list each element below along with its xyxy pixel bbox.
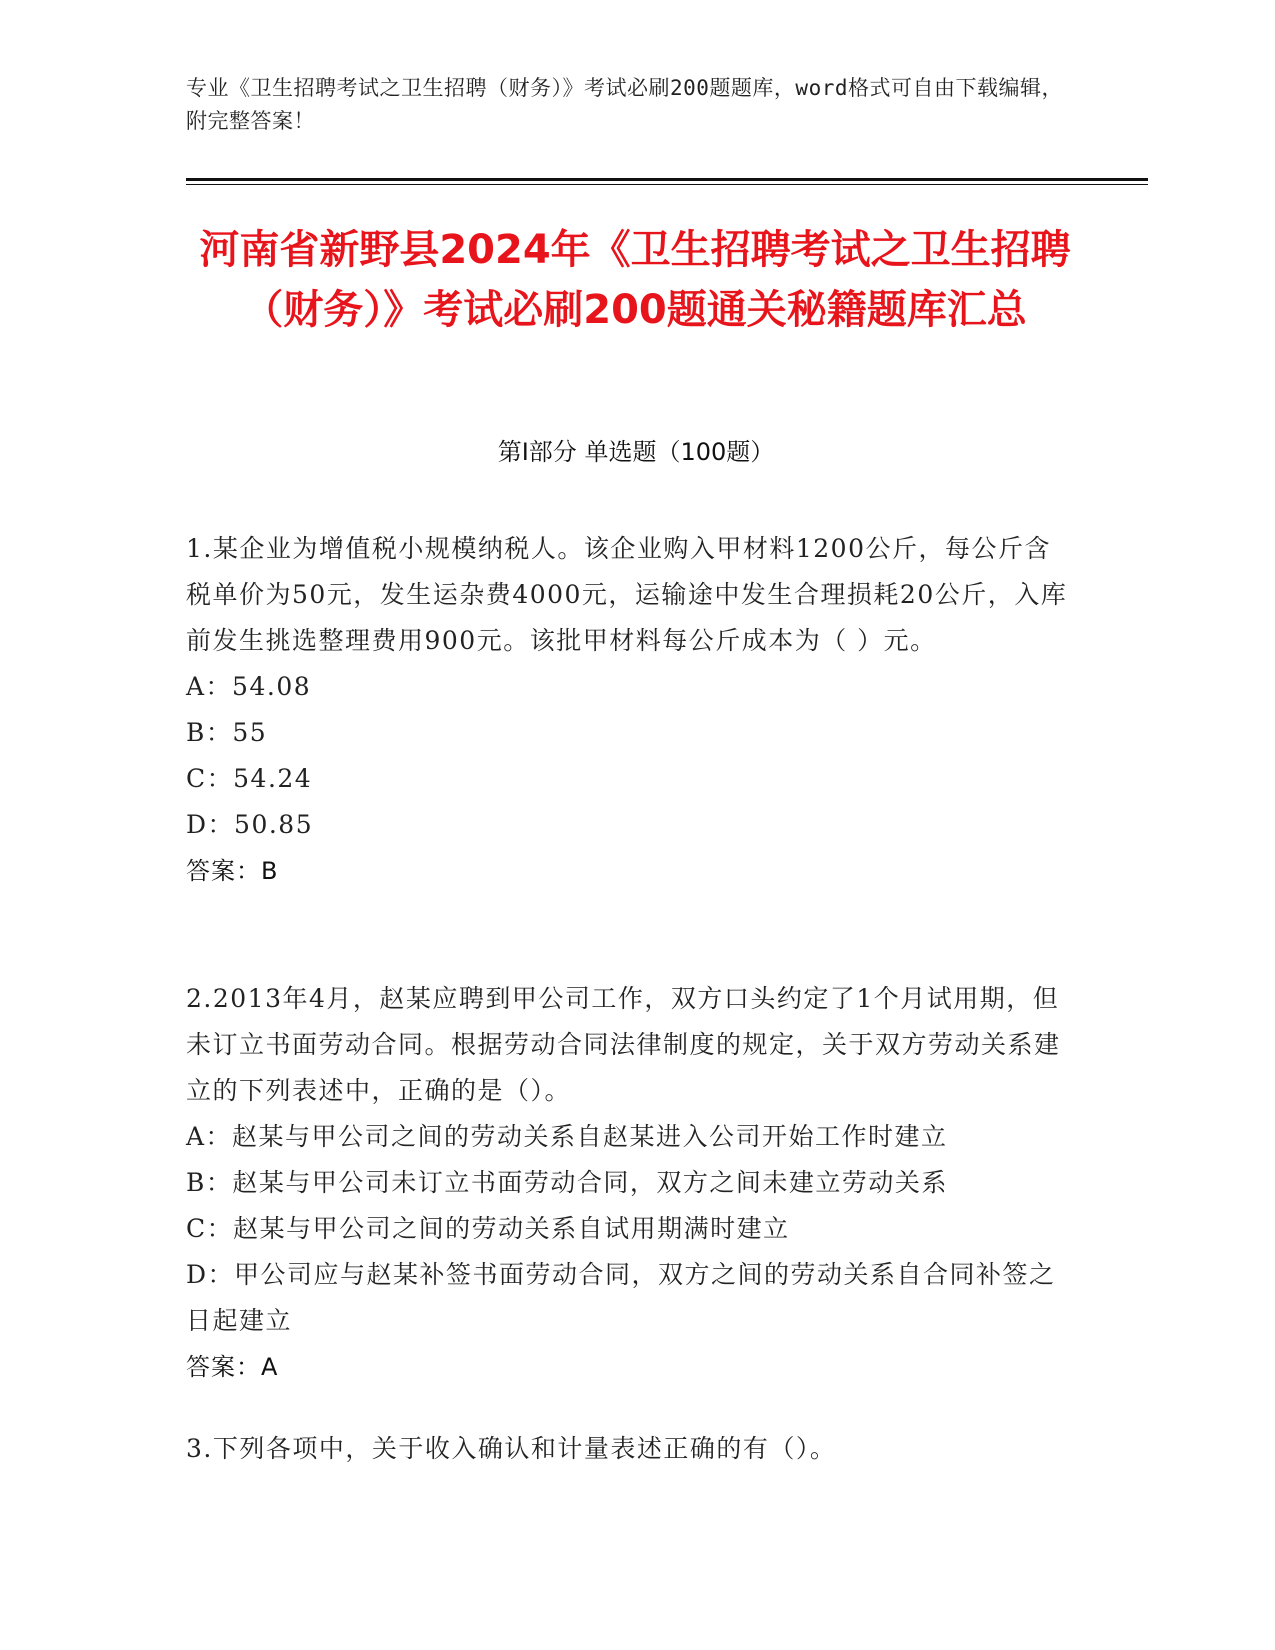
answer-line: 答案：B	[186, 857, 279, 885]
section-heading: 第I部分 单选题（100题）	[497, 438, 775, 466]
option-a: A：54.08	[186, 672, 312, 701]
option-a: A：赵某与甲公司之间的劳动关系自赵某进入公司开始工作时建立	[186, 1122, 948, 1151]
question-3	[186, 1426, 1076, 1472]
question-stem: 3.下列各项中，关于收入确认和计量表述正确的有（）。	[186, 1434, 837, 1463]
option-c: C：赵某与甲公司之间的劳动关系自试用期满时建立	[186, 1214, 790, 1243]
option-d: D：50.85	[186, 810, 314, 839]
header-divider-thick	[186, 178, 1148, 181]
question-1	[186, 526, 1076, 894]
answer-line: 答案：A	[186, 1353, 279, 1381]
header-note: 专业《卫生招聘考试之卫生招聘（财务）》考试必刷200题题库，word格式可自由下载编辑，附完整答案！	[186, 76, 1063, 133]
option-c: C：54.24	[186, 764, 313, 793]
option-b: B：55	[186, 718, 268, 747]
question-stem: 2.2013年4月，赵某应聘到甲公司工作，双方口头约定了1个月试用期，但未订立书面劳动合同。根据劳动合同法律制度的规定，关于双方劳动关系建立的下列表述中，正确的是（）。	[186, 984, 1061, 1105]
document-title: 河南省新野县2024年《卫生招聘考试之卫生招聘（财务）》考试必刷200题通关秘籍题库汇总	[199, 227, 1071, 333]
question-2	[186, 976, 1076, 1390]
option-d: D：甲公司应与赵某补签书面劳动合同，双方之间的劳动关系自合同补签之日起建立	[186, 1260, 1056, 1335]
option-b: B：赵某与甲公司未订立书面劳动合同，双方之间未建立劳动关系	[186, 1168, 948, 1197]
header-divider-thin	[186, 184, 1148, 185]
question-stem: 1.某企业为增值税小规模纳税人。该企业购入甲材料1200公斤，每公斤含税单价为50元，发生运杂费4000元，运输途中发生合理损耗20公斤，入库前发生挑选整理费用900元。该批甲材料每公斤成本为（ ）元。	[186, 534, 1068, 655]
